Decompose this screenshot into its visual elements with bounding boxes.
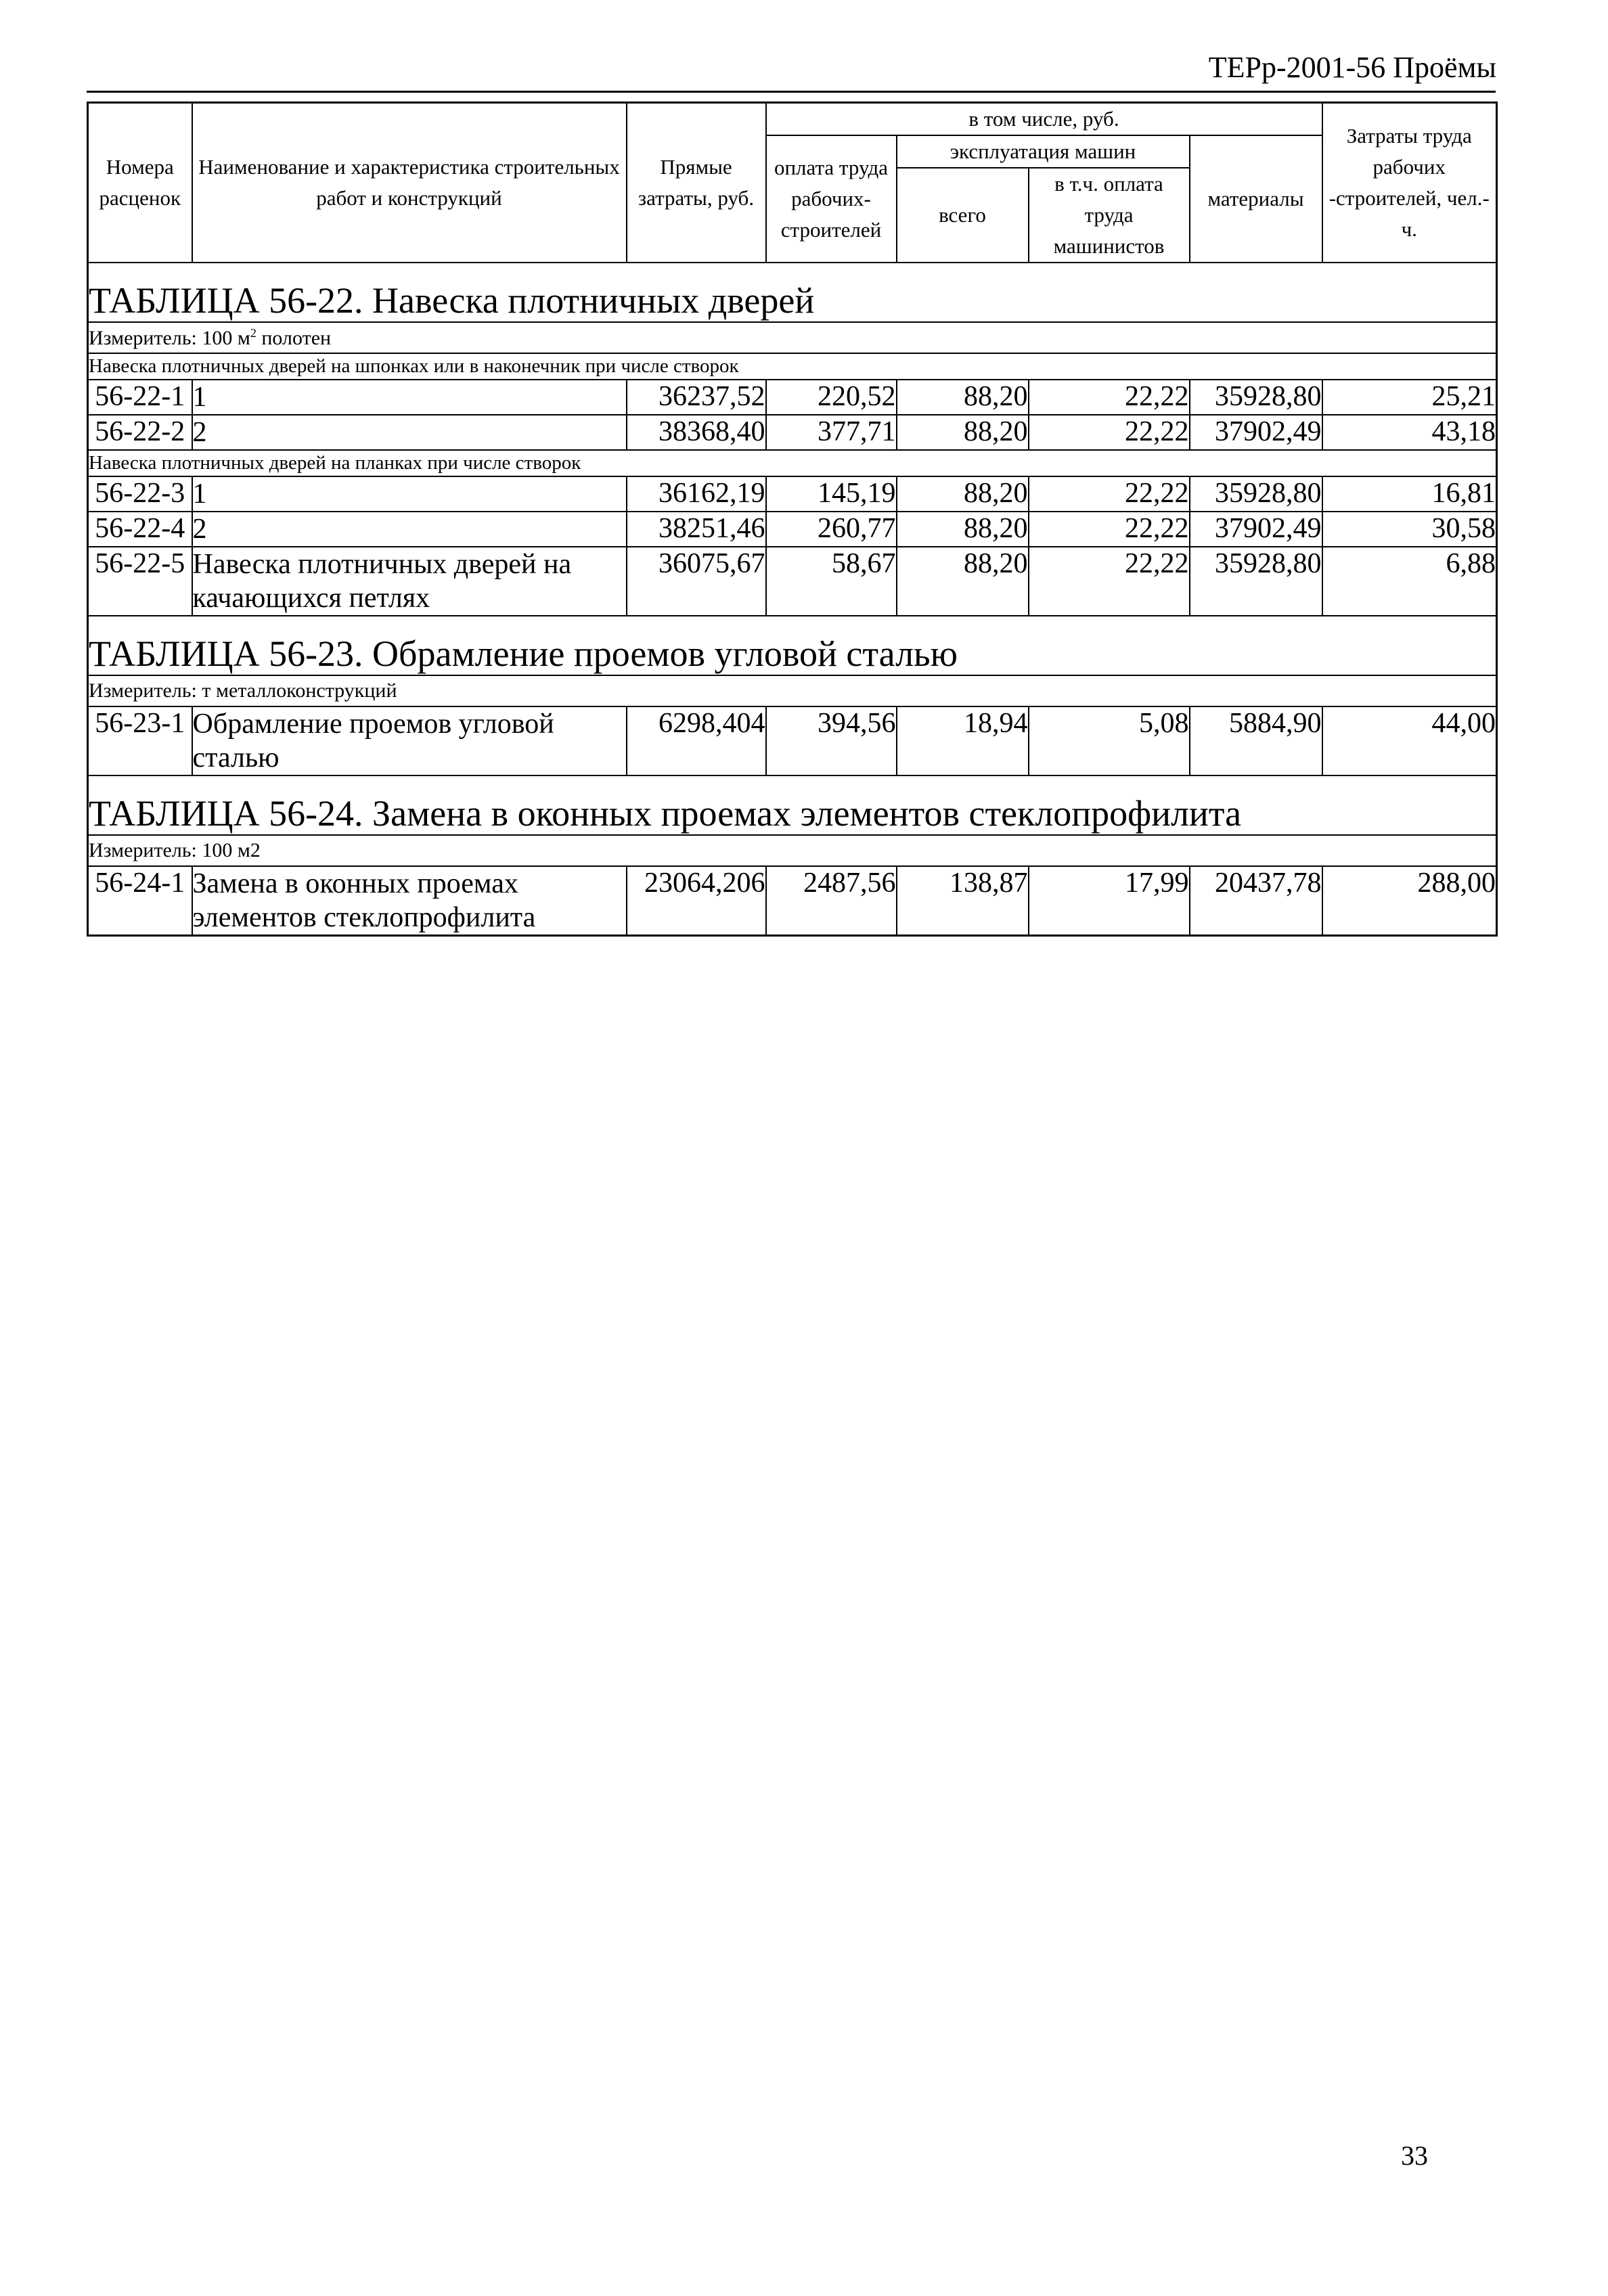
col-labor-header: оплата труда рабочих-строителей	[766, 135, 897, 263]
col-machines-header: эксплуатация машин	[897, 135, 1190, 168]
row-name: 2	[192, 512, 627, 547]
row-name: Навеска плотничных дверей на качающихся петлях	[192, 547, 627, 616]
row-machines: 18,94	[897, 706, 1029, 775]
row-direct: 38251,46	[627, 512, 766, 547]
header-rule	[87, 91, 1496, 93]
row-machinists: 22,22	[1029, 476, 1190, 512]
section-meter: Измеритель: т металлоконструкций	[88, 675, 1497, 706]
row-machines: 88,20	[897, 512, 1029, 547]
row-machines: 88,20	[897, 476, 1029, 512]
row-labor: 2487,56	[766, 866, 897, 936]
row-name: Обрамление проемов угловой сталью	[192, 706, 627, 775]
row-direct: 36237,52	[627, 380, 766, 415]
table-row	[88, 512, 1497, 547]
col-machinists-header: в т.ч. оплата труда машинистов	[1029, 168, 1190, 263]
row-name: 1	[192, 476, 627, 512]
row-name: Замена в оконных проемах элементов стеклопрофилита	[192, 866, 627, 936]
group-subtitle: Навеска плотничных дверей на шпонках или в наконечник при числе створок	[88, 353, 1497, 380]
section-meter: Измеритель: 100 м2	[88, 835, 1497, 866]
row-materials: 37902,49	[1190, 415, 1322, 450]
row-labor: 260,77	[766, 512, 897, 547]
row-direct: 36162,19	[627, 476, 766, 512]
row-machines: 88,20	[897, 415, 1029, 450]
page-number: 33	[1401, 2140, 1428, 2171]
row-labor: 377,71	[766, 415, 897, 450]
row-labor: 145,19	[766, 476, 897, 512]
row-hours: 16,81	[1322, 476, 1497, 512]
row-materials: 35928,80	[1190, 380, 1322, 415]
table-row	[88, 476, 1497, 512]
row-name: 1	[192, 380, 627, 415]
group-subtitle: Навеска плотничных дверей на планках при числе створок	[88, 450, 1497, 476]
section-56-23	[88, 616, 1497, 775]
section-56-22	[88, 263, 1497, 616]
section-56-24	[88, 775, 1497, 936]
col-materials-header: материалы	[1190, 135, 1322, 263]
row-name: 2	[192, 415, 627, 450]
row-labor: 394,56	[766, 706, 897, 775]
table-row	[88, 547, 1497, 616]
col-hours-header: Затраты труда рабочих -строителей, чел.-ч.	[1322, 103, 1497, 263]
row-hours: 43,18	[1322, 415, 1497, 450]
row-materials: 20437,78	[1190, 866, 1322, 936]
row-machinists: 22,22	[1029, 415, 1190, 450]
row-labor: 58,67	[766, 547, 897, 616]
col-name-header: Наименование и характеристика строительных работ и конструкций	[192, 103, 627, 263]
row-materials: 37902,49	[1190, 512, 1322, 547]
row-code: 56-22-4	[88, 512, 192, 547]
row-materials: 35928,80	[1190, 547, 1322, 616]
row-code: 56-22-2	[88, 415, 192, 450]
row-hours: 30,58	[1322, 512, 1497, 547]
row-hours: 288,00	[1322, 866, 1497, 936]
row-code: 56-22-3	[88, 476, 192, 512]
section-title: ТАБЛИЦА 56-22. Навеска плотничных дверей	[88, 263, 1497, 322]
row-machines: 138,87	[897, 866, 1029, 936]
row-materials: 5884,90	[1190, 706, 1322, 775]
row-hours: 6,88	[1322, 547, 1497, 616]
row-machinists: 17,99	[1029, 866, 1190, 936]
row-machinists: 22,22	[1029, 547, 1190, 616]
row-direct: 38368,40	[627, 415, 766, 450]
row-code: 56-22-5	[88, 547, 192, 616]
row-machinists: 22,22	[1029, 380, 1190, 415]
row-code: 56-24-1	[88, 866, 192, 936]
row-code: 56-22-1	[88, 380, 192, 415]
row-materials: 35928,80	[1190, 476, 1322, 512]
row-machines: 88,20	[897, 380, 1029, 415]
row-hours: 44,00	[1322, 706, 1497, 775]
col-direct-header: Прямые затраты, руб.	[627, 103, 766, 263]
row-machinists: 22,22	[1029, 512, 1190, 547]
row-direct: 6298,404	[627, 706, 766, 775]
row-code: 56-23-1	[88, 706, 192, 775]
col-machines-total-header: всего	[897, 168, 1029, 263]
row-machinists: 5,08	[1029, 706, 1190, 775]
col-incl-header: в том числе, руб.	[766, 103, 1322, 136]
table-row	[88, 706, 1497, 775]
section-title: ТАБЛИЦА 56-23. Обрамление проемов угловой сталью	[88, 616, 1497, 675]
table-row	[88, 380, 1497, 415]
row-direct: 36075,67	[627, 547, 766, 616]
table-row	[88, 415, 1497, 450]
section-meter: Измеритель: 100 $м^2$ полотен	[88, 322, 1497, 353]
table-row	[88, 866, 1497, 936]
row-machines: 88,20	[897, 547, 1029, 616]
price-table	[87, 102, 1498, 937]
row-labor: 220,52	[766, 380, 897, 415]
section-title: ТАБЛИЦА 56-24. Замена в оконных проемах элементов стеклопрофилита	[88, 775, 1497, 835]
row-direct: 23064,206	[627, 866, 766, 936]
document-header: ТЕРр-2001-56 Проёмы	[1208, 51, 1496, 84]
col-code-header: Номера расценок	[88, 103, 192, 263]
row-hours: 25,21	[1322, 380, 1497, 415]
table-header	[88, 103, 1497, 263]
